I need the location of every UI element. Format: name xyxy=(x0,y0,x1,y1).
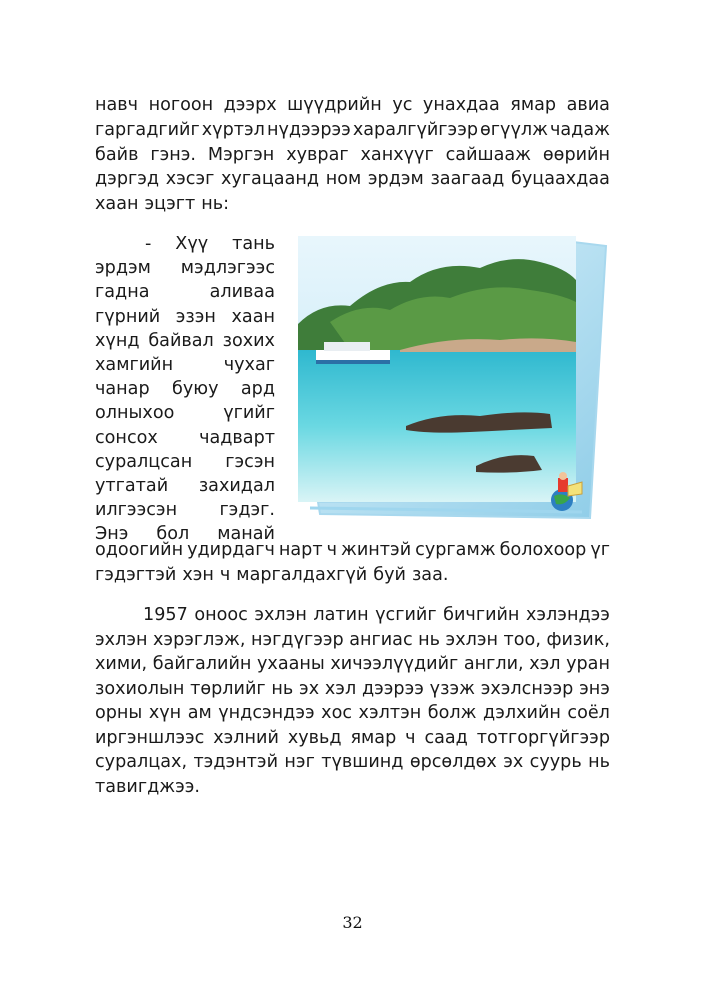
text-line: хими, байгалийн ухааны хичээлүүдийг англи, хэл уран xyxy=(95,654,610,674)
text-line: орны хүн ам үндсэндээ хос хэлтэн болж дэлхийн соёл xyxy=(95,703,610,723)
text-line: суралцах, тэдэнтэй нэг түвшинд өрсөлдөх эх суурь нь xyxy=(95,752,610,772)
text-line: илгээсэн гэдэг. xyxy=(95,500,275,521)
text-line: сонсох чадварт xyxy=(95,427,275,448)
text-line: дэргэд хэсэг хугацаанд ном эрдэм заагаад буцаахдаа xyxy=(95,169,610,190)
text-line: хүнд байвал зохих xyxy=(95,330,275,351)
text-line: олныхоо үгийг xyxy=(95,403,275,424)
text-line: - Хүү тань xyxy=(145,234,275,254)
text-line: гадна аливаа xyxy=(95,282,275,303)
text-line: хамгийн чухаг xyxy=(95,355,275,375)
text-line: байв гэнэ. Мэргэн хувраг ханхүүг сайшааж өөрийн xyxy=(95,144,610,165)
text-line: утгатай захидал xyxy=(95,476,275,496)
text-line: гүрний эзэн хаан xyxy=(95,306,275,327)
text-line: суралцсан гэсэн xyxy=(95,451,275,472)
text-line: эрдэм мэдлэгээс xyxy=(95,258,275,279)
page-number: 32 xyxy=(342,913,363,932)
text-line: зохиолын төрлийг нь эх хэл дээрээ үзэж эхэлснээр энэ xyxy=(95,678,610,699)
beach-illustration xyxy=(290,232,610,524)
text-line: одоогийн удирдагч нарт ч жинтэй сургамж болохоор үг xyxy=(95,540,610,560)
text-line: тавигджээ. xyxy=(95,776,200,797)
text-line: эхлэн хэрэглэж, нэгдүгээр ангиас нь эхлэн тоо, физик, xyxy=(95,629,610,650)
text-line: иргэншлээс хэлний хувьд ямар ч саад тотгоргүйгээр xyxy=(95,727,610,748)
tropical-beach-photo xyxy=(290,232,610,524)
text-line: 1957 оноос эхлэн латин үсгийг бичгийн хэлэндээ xyxy=(143,605,610,625)
text-line: гаргадгийг хүртэл нүдээрээ харалгүйгээр өгүүлж чадаж xyxy=(95,119,610,140)
text-line: гэдэгтэй хэн ч маргалдахгүй буй заа. xyxy=(95,564,449,585)
text-line: хаан эцэгт нь: xyxy=(95,194,230,215)
text-line: чанар буюу ард xyxy=(95,379,275,400)
text-line: Энэ бол манай xyxy=(95,524,275,545)
text-line: навч ногоон дээрх шүүдрийн ус унахдаа ямар авиа xyxy=(95,95,610,115)
